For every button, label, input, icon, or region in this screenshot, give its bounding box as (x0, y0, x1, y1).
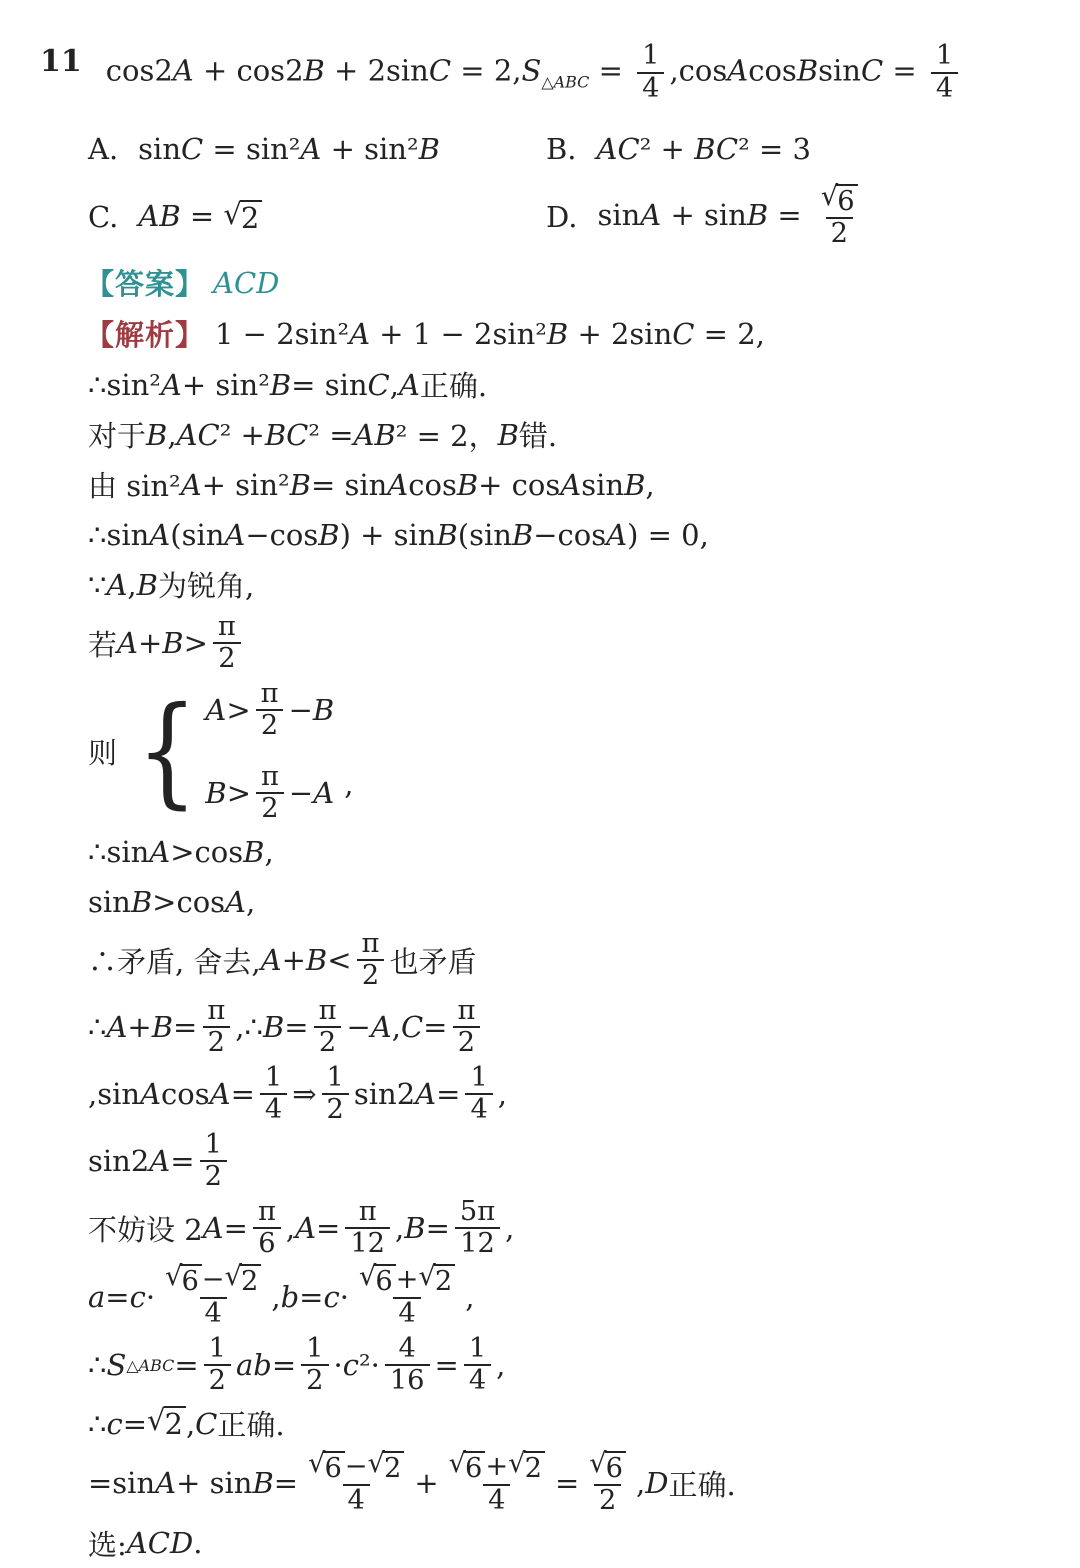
left-brace-symbol: { (136, 681, 198, 821)
solution-line: sin B >cos A , (88, 884, 256, 919)
cases-label: 则 (88, 736, 118, 771)
analysis-intro-line (40, 308, 1050, 360)
solution-line: ∴ c = √ 2 , C 正确. (88, 1403, 285, 1443)
answer-line (40, 258, 1050, 308)
solution-line: 不妨设 2 A = $\frac{\pi}{6}$ , A = $\frac{\pi}{12}$ , B = $\frac{5\pi}{12}$ , (88, 1195, 515, 1260)
option-a-label: A. (88, 132, 119, 166)
option-a (88, 116, 546, 182)
solution-line: ∴sin A >cos B , (88, 834, 274, 869)
cases-comma: , (344, 766, 354, 801)
solution-line: ∴ A + B = $\frac{\pi}{2}$ ,∴ B = $\frac{\pi}{2}$ − A , C = $\frac{\pi}{2}$ (88, 994, 1050, 1061)
answer-value: ACD (213, 265, 280, 300)
solution-cases (88, 677, 1050, 827)
options-grid (40, 116, 1050, 252)
solution-line: sin2 A = $\frac{1}{2}$ (88, 1128, 1050, 1195)
case-equation: B > $\frac{\pi}{2}$ − A (205, 760, 335, 825)
solution-lines (40, 360, 1050, 1568)
option-c-label: C. (88, 199, 119, 234)
option-c (88, 182, 546, 252)
solution-line: =sin A + sin B = √ 6 − √ 2 4 + √ 6 + √ 2 4 = √ 6 2 , D 正确. (88, 1447, 736, 1516)
solution-line: ∴sin A (sin A −cos B ) + sin B (sin B −cos A ) = 0, (88, 517, 709, 552)
solution-line: 选: A C D . (88, 1526, 203, 1562)
cases-equations (205, 677, 334, 827)
problem-math: $\cos 2A + \cos 2B + 2\sin C = 2,S_{\triangle ABC}$ = $\frac{1}{4}$ ,cosAcosBsinC = $\frac{1}{4}$ (106, 39, 964, 106)
analysis-tag: 【解析】 (85, 318, 206, 353)
analysis-intro-math: 1 − 2sin²A + 1 − 2sin²B + 2sinC = 2, (215, 316, 765, 351)
option-a-math: sinC = sin²A + sin²B (138, 132, 440, 166)
solution-line: 若 A + B > $\frac{\pi}{2}$ (88, 610, 1050, 677)
option-b-label: B. (546, 132, 577, 166)
problem-statement (40, 30, 1050, 116)
option-c-math: AB = √ 2 (138, 199, 262, 235)
solution-line: ∴ S △ABC = $\frac{1}{2}$ a b = $\frac{1}{2}$ · c ²· $\frac{4}{16}$ = $\frac{1}{4}$ , (88, 1332, 506, 1397)
problem-number: 11 (40, 44, 82, 79)
option-d-math: sinA + sinB = √ 6 2 (597, 182, 867, 252)
option-d (546, 182, 1050, 252)
solution-line: ∵ A , B 为锐角, (88, 567, 255, 604)
option-d-label: D. (546, 199, 578, 234)
solution-line: ∴sin² A + sin² B = sin C , A 正确. (88, 367, 488, 404)
solution-line: 对于 B , A C ² + B C ² = A B ² = 2， B 错. (88, 417, 558, 454)
option-b-math: AC² + BC² = 3 (596, 132, 811, 166)
case-equation: A > $\frac{\pi}{2}$ − B (205, 677, 335, 742)
solution-line: ,sin A cos A = $\frac{1}{4}$ ⇒ $\frac{1}{2}$ sin2 A = $\frac{1}{4}$ , (88, 1061, 507, 1126)
option-b (546, 116, 1050, 182)
answer-tag: 【答案】 (85, 267, 206, 302)
solution-line: a = c · √ 6 − √ 2 4 , b = c · √ 6 + √ 2 4 , (88, 1261, 475, 1329)
solution-line: ∴矛盾, 舍去, A + B < $\frac{\pi}{2}$ 也矛盾 (88, 927, 477, 992)
solution-line: 由 sin² A + sin² B = sin A cos B + cos A sin B , (88, 467, 655, 504)
